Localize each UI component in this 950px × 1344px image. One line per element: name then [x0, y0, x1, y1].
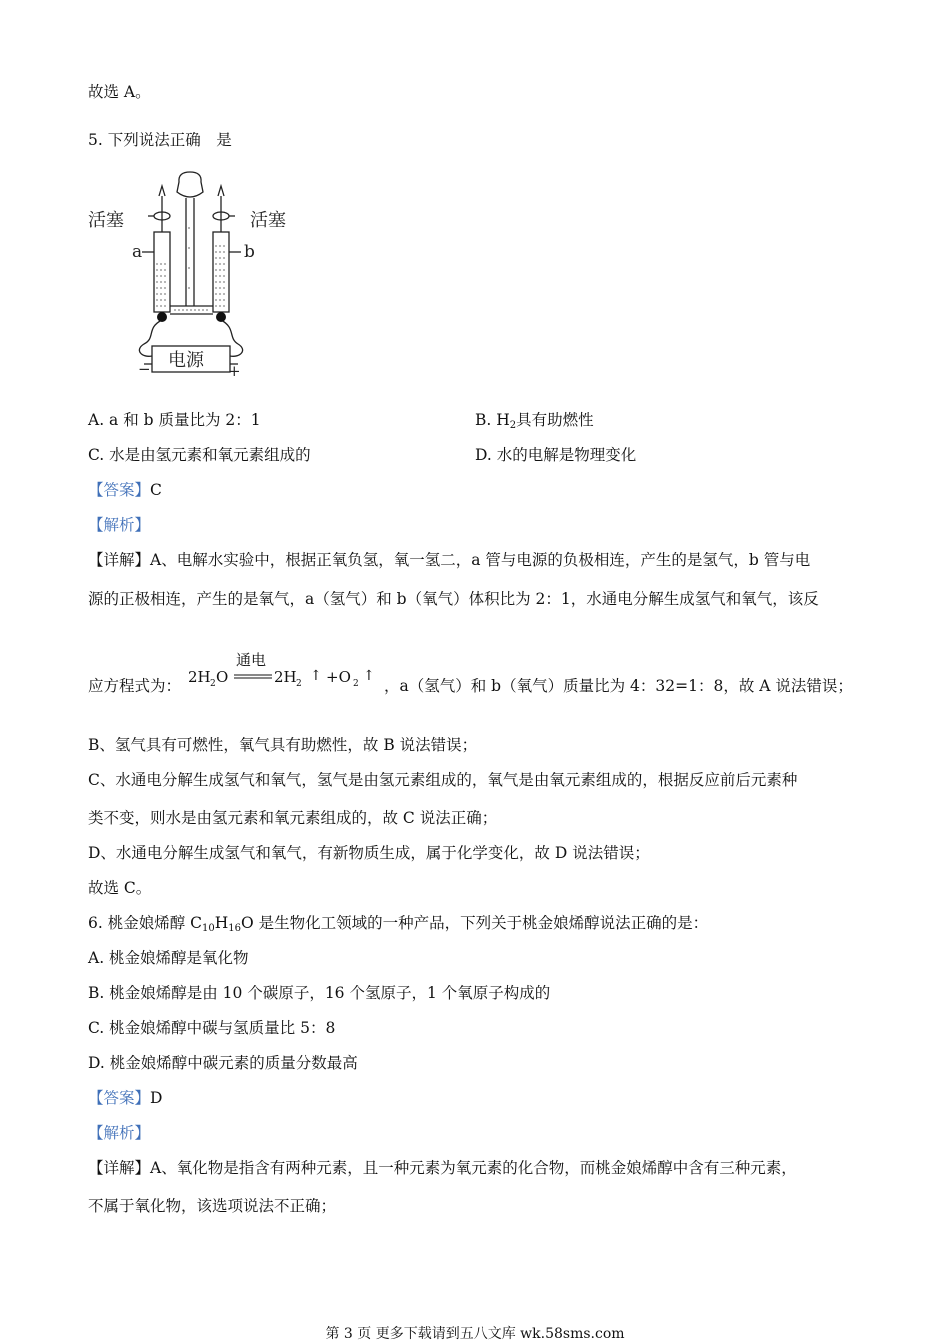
q6-stem: 6. 桃金娘烯醇 $C_{10}H_{16}O$ 是生物化工领域的一种产品，下列关于桃金娘烯醇说法正确的是：: [88, 914, 709, 934]
eq-reactant-sub: 2: [210, 679, 216, 689]
power-source-label: 电源: [168, 350, 204, 371]
positive-sign: +: [228, 362, 241, 380]
q5-analysis-tag: 【解析】: [88, 516, 151, 534]
eq-product-h2-sub: 2: [296, 679, 302, 689]
q6-analysis-tag: 【解析】: [88, 1124, 151, 1142]
q5-stem: 5. 下列说法正确 是: [88, 131, 232, 149]
q5-detail-b: B、氢气具有可燃性，氧气具有助燃性，故 B 说法错误；: [88, 736, 478, 754]
q6-answer: 【答案】D: [88, 1089, 163, 1107]
q5-detail-line1: 【详解】A、电解水实验中，根据正氧负氢，氧一氢二，a 管与电源的负极相连，产生的是氢气，b 管与电: [88, 551, 811, 569]
q5-detail-c2: 类不变，则水是由氢元素和氧元素组成的，故 C 说法正确；: [88, 809, 498, 827]
q6-option-b: B. 桃金娘烯醇是由 10 个碳原子，16 个氢原子，1 个氧原子构成的: [88, 984, 551, 1002]
eq-reactant-coef: 2H: [188, 668, 211, 686]
stopcock-left-label: 活塞: [88, 210, 124, 231]
q6-detail-line2: 不属于氧化物，该选项说法不正确；: [88, 1197, 337, 1215]
q5-detail-line3-prefix: 应方程式为：: [88, 677, 182, 695]
q5-detail-c1: C、水通电分解生成氢气和氧气，氢气是由氢元素组成的，氧气是由氧元素组成的，根据反应前后元素种: [88, 771, 798, 789]
negative-sign: −: [138, 360, 151, 378]
q5-option-b: B. $H_2$具有助燃性: [475, 411, 594, 431]
tube-b-label: b: [244, 242, 255, 262]
q5-detail-line3-suffix: ，a（氢气）和 b（氧气）质量比为 4：32=1：8，故 A 说法错误；: [384, 677, 853, 695]
stopcock-right-label: 活塞: [250, 210, 286, 231]
tube-a-label: a: [132, 242, 143, 262]
q6-detail-line1: 【详解】A、氧化物是指含有两种元素，且一种元素为氧元素的化合物，而桃金娘烯醇中含有三种元素，: [88, 1159, 797, 1177]
eq-product-o2: +O: [326, 668, 351, 686]
prev-conclusion: 故选 A。: [88, 83, 151, 101]
q6-option-a: A. 桃金娘烯醇是氧化物: [88, 949, 249, 967]
q5-option-a: A. a 和 b 质量比为 2：1: [88, 411, 261, 429]
q5-option-c: C. 水是由氢元素和氧元素组成的: [88, 446, 311, 464]
electrolysis-equation: [188, 648, 388, 696]
page-footer: 第 3 页 更多下载请到五八文库 wk.58sms.com: [325, 1326, 625, 1342]
eq-product-h2: 2H: [274, 668, 297, 686]
eq-arrow-1: ↑: [310, 668, 322, 684]
electrolysis-apparatus-figure: [86, 168, 306, 380]
q6-option-d: D. 桃金娘烯醇中碳元素的质量分数最高: [88, 1054, 358, 1072]
eq-product-o2-sub: 2: [353, 679, 359, 689]
q5-detail-d: D、水通电分解生成氢气和氧气，有新物质生成，属于化学变化，故 D 说法错误；: [88, 844, 650, 862]
q5-answer: 【答案】C: [88, 481, 162, 499]
q6-option-c: C. 桃金娘烯醇中碳与氢质量比 5：8: [88, 1019, 336, 1037]
eq-reactant-o: O: [216, 668, 229, 686]
q5-conclusion: 故选 C。: [88, 879, 152, 897]
q5-detail-line2: 源的正极相连，产生的是氧气，a（氢气）和 b（氧气）体积比为 2：1，水通电分解生成氢气和氧气，该反: [88, 590, 819, 608]
q5-option-d: D. 水的电解是物理变化: [475, 446, 637, 464]
eq-arrow-2: ↑: [363, 668, 375, 684]
eq-condition: 通电: [236, 651, 267, 669]
